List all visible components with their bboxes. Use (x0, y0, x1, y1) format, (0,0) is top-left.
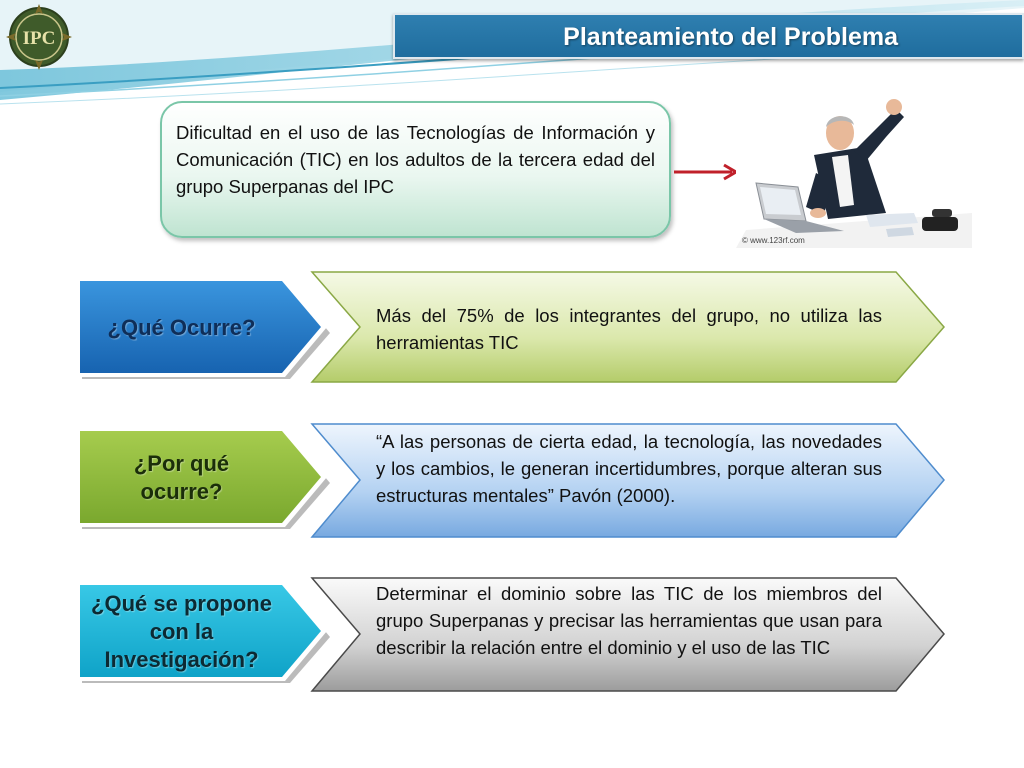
answer-box-3 (308, 576, 948, 694)
answer-box-2 (308, 422, 948, 540)
logo-text: IPC (22, 28, 56, 49)
problem-statement-text: Dificultad en el uso de las Tecnologías de Información y Comunicación (TIC) en los adultos de la tercera edad del grupo Superpanas del IPC (176, 122, 655, 197)
question-label-por-que-ocurre (75, 426, 332, 530)
answer-1-text: Más del 75% de los integrantes del grupo, no utiliza las herramientas TIC (376, 305, 882, 353)
page-title: Planteamiento del Problema (563, 23, 898, 51)
question-label-que-se-propone (75, 580, 332, 684)
frustrated-man-photo (736, 95, 972, 248)
question-2-text: ¿Por qué ocurre? (133, 451, 230, 504)
question-1-text: ¿Qué Ocurre? (107, 315, 256, 340)
ipc-logo (4, 2, 74, 72)
problem-statement-box (160, 101, 671, 238)
answer-box-1 (308, 270, 948, 385)
title-bar (393, 13, 1024, 59)
question-label-que-ocurre (75, 276, 332, 380)
photo-credit: © www.123rf.com (742, 236, 805, 245)
answer-3-text: Determinar el dominio sobre las TIC de los miembros del grupo Superpanas y precisar las herramientas que usan para describir la relación entre el dominio y el uso de las TIC (376, 583, 882, 658)
arrow-right-icon (672, 162, 742, 182)
answer-2-text: “A las personas de cierta edad, la tecnología, las novedades y los cambios, le generan incertidumbres, porque alteran sus estructuras mentales” Pavón (2000). (376, 431, 882, 506)
question-3-text: ¿Qué se propone con la Investigación? (91, 591, 272, 672)
